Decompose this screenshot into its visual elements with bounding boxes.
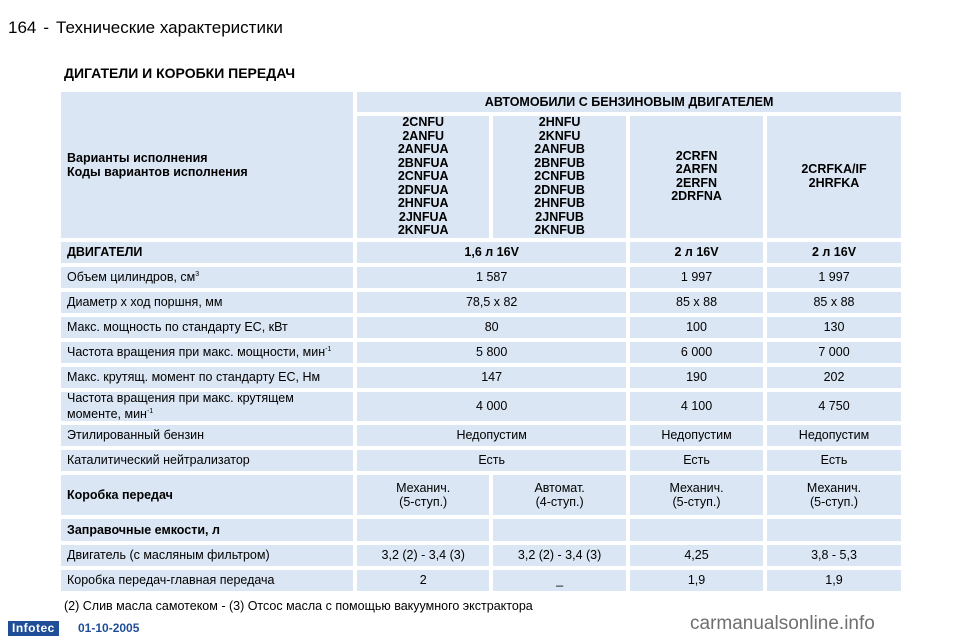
- value-cell: 190: [630, 367, 763, 388]
- row-label: Каталитический нейтрализатор: [61, 450, 353, 471]
- gearbox-type: Механич.: [806, 480, 862, 495]
- row-label: [61, 342, 353, 363]
- code: 2ARFN: [675, 162, 718, 177]
- code: 2KNFUB: [534, 223, 585, 237]
- value-cell: 3,2 (2) - 3,4 (3): [357, 545, 489, 566]
- codes-column-1: [357, 116, 489, 238]
- codes-column-3: [630, 116, 763, 238]
- code: 2HRFKA: [808, 175, 860, 190]
- header-separator: -: [43, 18, 50, 37]
- empty-cell: [767, 519, 901, 541]
- code: 2DRFNA: [671, 189, 722, 204]
- value-cell: Недопустим: [357, 425, 626, 446]
- gearbox-cell: [357, 475, 489, 515]
- engine-spec: 2 л 16V: [767, 242, 901, 263]
- code: 2BNFUA: [397, 155, 449, 170]
- infotec-logo: Infotec: [8, 621, 59, 636]
- engines-label: ДВИГАТЕЛИ: [61, 242, 353, 263]
- value-cell: 3,8 - 5,3: [767, 545, 901, 566]
- value-cell: 80: [357, 317, 626, 338]
- engine-spec: 2 л 16V: [630, 242, 763, 263]
- row-label: Этилированный бензин: [61, 425, 353, 446]
- gearbox-label: Коробка передач: [61, 475, 353, 515]
- code: 2KNFUA: [397, 223, 449, 237]
- value-cell: 7 000: [767, 342, 901, 363]
- value-cell: _: [493, 570, 626, 591]
- value-cell: 147: [357, 367, 626, 388]
- row-label-text: моменте, мин: [67, 406, 147, 421]
- codes-column-2: [493, 116, 626, 238]
- gearbox-steps: (5-ступ.): [399, 494, 448, 509]
- capacities-label: Заправочные емкости, л: [61, 519, 353, 541]
- section-title: ДИГАТЕЛИ И КОРОБКИ ПЕРЕДАЧ: [64, 65, 296, 81]
- code: 2HNFUB: [534, 196, 585, 210]
- row-label: Диаметр х ход поршня, мм: [61, 292, 353, 313]
- row-label: Двигатель (с масляным фильтром): [61, 545, 353, 566]
- gearbox-steps: (5-ступ.): [672, 494, 721, 509]
- value-cell: Есть: [767, 450, 901, 471]
- value-cell: 4 100: [630, 392, 763, 421]
- gearbox-type: Механич.: [669, 480, 724, 495]
- value-cell: 1,9: [767, 570, 901, 591]
- engine-spec: 1,6 л 16V: [357, 242, 626, 263]
- code: 2DNFUB: [534, 182, 585, 197]
- value-cell: Недопустим: [767, 425, 901, 446]
- watermark: carmanualsonline.info: [690, 613, 875, 634]
- page-header: [8, 18, 283, 38]
- gearbox-type: Механич.: [396, 480, 451, 495]
- empty-cell: [630, 519, 763, 541]
- gearbox-cell: [767, 475, 901, 515]
- row-label-text: Частота вращения при макс. крутящем: [67, 390, 294, 405]
- unit-superscript: 3: [195, 270, 200, 278]
- code: 2CRFKA/IF: [801, 162, 867, 177]
- gearbox-type: Автомат.: [534, 480, 585, 495]
- row-label: Коробка передач-главная передача: [61, 570, 353, 591]
- code: 2DNFUA: [397, 182, 449, 197]
- code: 2CNFUB: [534, 169, 585, 183]
- code: 2JNFUA: [398, 209, 448, 224]
- gearbox-steps: (4-ступ.): [535, 494, 584, 509]
- value-cell: 4,25: [630, 545, 763, 566]
- value-cell: 3,2 (2) - 3,4 (3): [493, 545, 626, 566]
- value-cell: 2: [357, 570, 489, 591]
- value-cell: Есть: [630, 450, 763, 471]
- value-cell: 1 997: [630, 267, 763, 288]
- value-cell: Недопустим: [630, 425, 763, 446]
- row-label: [61, 392, 353, 421]
- code: 2CNFUA: [397, 169, 449, 183]
- row-label: Макс. мощность по стандарту ЕС, кВт: [61, 317, 353, 338]
- value-cell: 78,5 x 82: [357, 292, 626, 313]
- codes-column-4: [767, 116, 901, 238]
- value-cell: 85 x 88: [630, 292, 763, 313]
- value-cell: 5 800: [357, 342, 626, 363]
- value-cell: 100: [630, 317, 763, 338]
- value-cell: 85 x 88: [767, 292, 901, 313]
- code: 2ANFUA: [397, 142, 449, 156]
- value-cell: 1 997: [767, 267, 901, 288]
- value-cell: 1,9: [630, 570, 763, 591]
- value-cell: 1 587: [357, 267, 626, 288]
- code: 2HNFUA: [397, 196, 449, 210]
- footnote: (2) Слив масла самотеком - (3) Отсос масла с помощью вакуумного экстрактора: [64, 599, 533, 613]
- code: 2CRFN: [675, 148, 718, 163]
- empty-cell: [357, 519, 489, 541]
- value-cell: 4 000: [357, 392, 626, 421]
- code: 2ANFUB: [534, 142, 585, 156]
- code: 2HNFU: [538, 115, 581, 129]
- row-label-text: Объем цилиндров, см: [67, 270, 196, 284]
- value-cell: 6 000: [630, 342, 763, 363]
- gearbox-cell: [630, 475, 763, 515]
- code: 2JNFUB: [535, 209, 584, 224]
- gearbox-steps: (5-ступ.): [809, 494, 859, 509]
- page-title: Технические характеристики: [56, 18, 283, 37]
- variants-label-cell: [61, 92, 353, 238]
- code: 2BNFUB: [534, 155, 585, 170]
- row-label: [61, 267, 353, 288]
- variants-label: Варианты исполнения: [67, 150, 208, 165]
- unit-superscript: -1: [146, 407, 154, 415]
- value-cell: 202: [767, 367, 901, 388]
- gearbox-cell: [493, 475, 626, 515]
- code: 2CNFU: [402, 115, 445, 129]
- group-header: АВТОМОБИЛИ С БЕНЗИНОВЫМ ДВИГАТЕЛЕМ: [357, 92, 901, 112]
- row-label: Макс. крутящ. момент по стандарту ЕС, Нм: [61, 367, 353, 388]
- empty-cell: [493, 519, 626, 541]
- value-cell: Есть: [357, 450, 626, 471]
- specs-table: [57, 88, 905, 595]
- code: 2ANFU: [402, 128, 445, 143]
- code: 2KNFU: [538, 128, 581, 143]
- value-cell: 4 750: [767, 392, 901, 421]
- publication-date: 01-10-2005: [78, 621, 140, 635]
- row-label-text: Частота вращения при макс. мощности, мин: [67, 345, 326, 359]
- variant-codes-label: Коды вариантов исполнения: [67, 164, 248, 179]
- unit-superscript: -1: [325, 345, 332, 353]
- value-cell: 130: [767, 317, 901, 338]
- code: 2ERFN: [676, 175, 718, 190]
- page-number: 164: [8, 18, 37, 37]
